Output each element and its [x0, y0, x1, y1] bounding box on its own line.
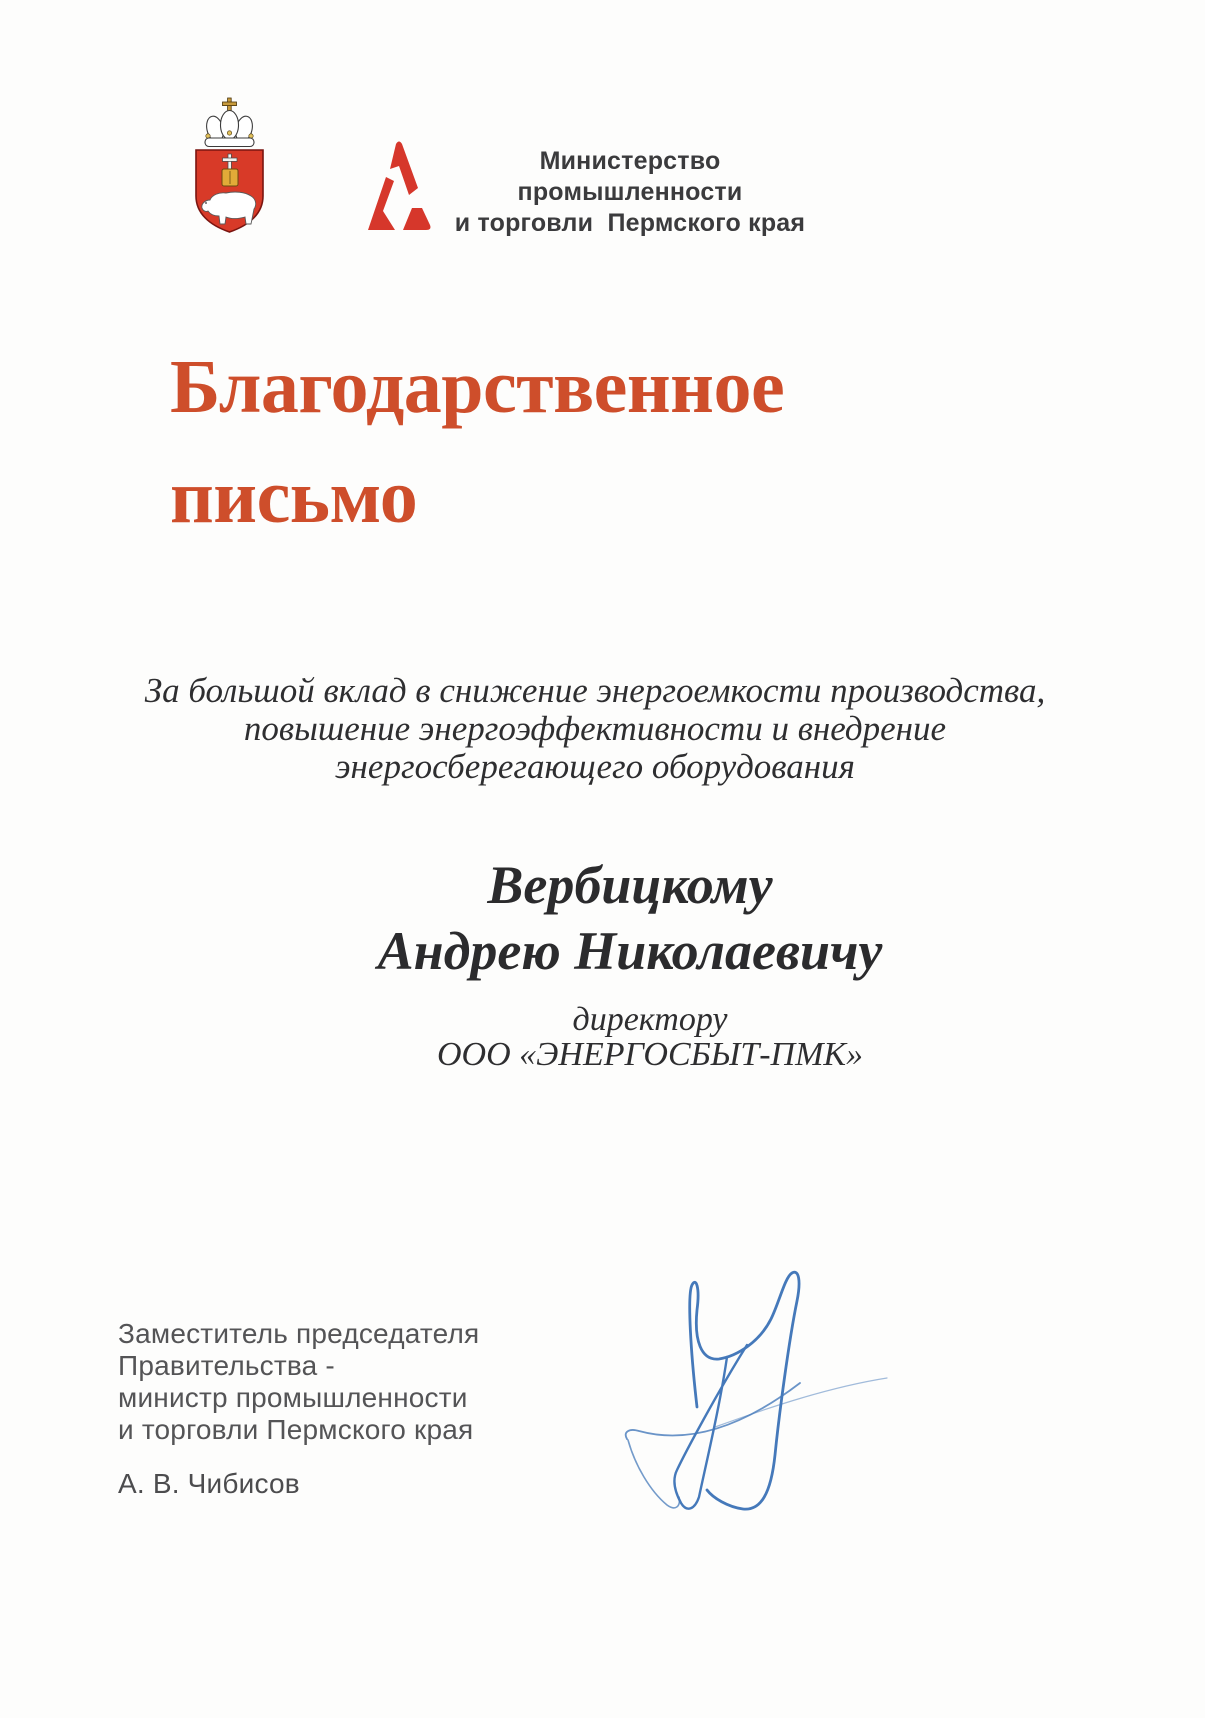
page-title-line1: Благодарственное — [170, 345, 785, 429]
signer-title-line: Заместитель председателя — [118, 1318, 480, 1349]
recipient-position-block — [75, 1002, 1205, 1072]
handwritten-signature — [595, 1135, 905, 1525]
recipient-surname: Вербицкому — [487, 855, 773, 915]
ministry-triangle-logo-icon — [366, 140, 432, 233]
page-title-line2: письмо — [170, 455, 418, 539]
ministry-name-line2: и торговли Пермского края — [454, 209, 806, 237]
recipient-organization: ООО «ЭНЕРГОСБЫТ-ПМК» — [436, 1036, 864, 1073]
award-reason-line: энергосберегающего оборудования — [335, 747, 855, 786]
ministry-name-line1: Министерство промышленности — [517, 147, 743, 206]
signer-name: А. В. Чибисов — [118, 1468, 300, 1499]
ministry-name — [428, 146, 832, 239]
signer-title-line: Правительства - — [118, 1350, 335, 1381]
award-reason-line: За большой вклад в снижение энергоемкости производства, — [144, 671, 1046, 710]
recipient-name — [55, 852, 1205, 984]
award-reason — [0, 672, 1190, 786]
perm-krai-coat-of-arms-icon — [192, 96, 268, 238]
award-reason-line: повышение энергоэффективности и внедрение — [243, 709, 947, 748]
recipient-given-names: Андрею Николаевичу — [377, 921, 883, 981]
page-title — [170, 332, 1070, 552]
recipient-position: директору — [572, 1001, 728, 1038]
signer-title-line: министр промышленности — [118, 1382, 468, 1413]
signer-title — [118, 1318, 638, 1446]
signer-title-line: и торговли Пермского края — [118, 1414, 474, 1445]
